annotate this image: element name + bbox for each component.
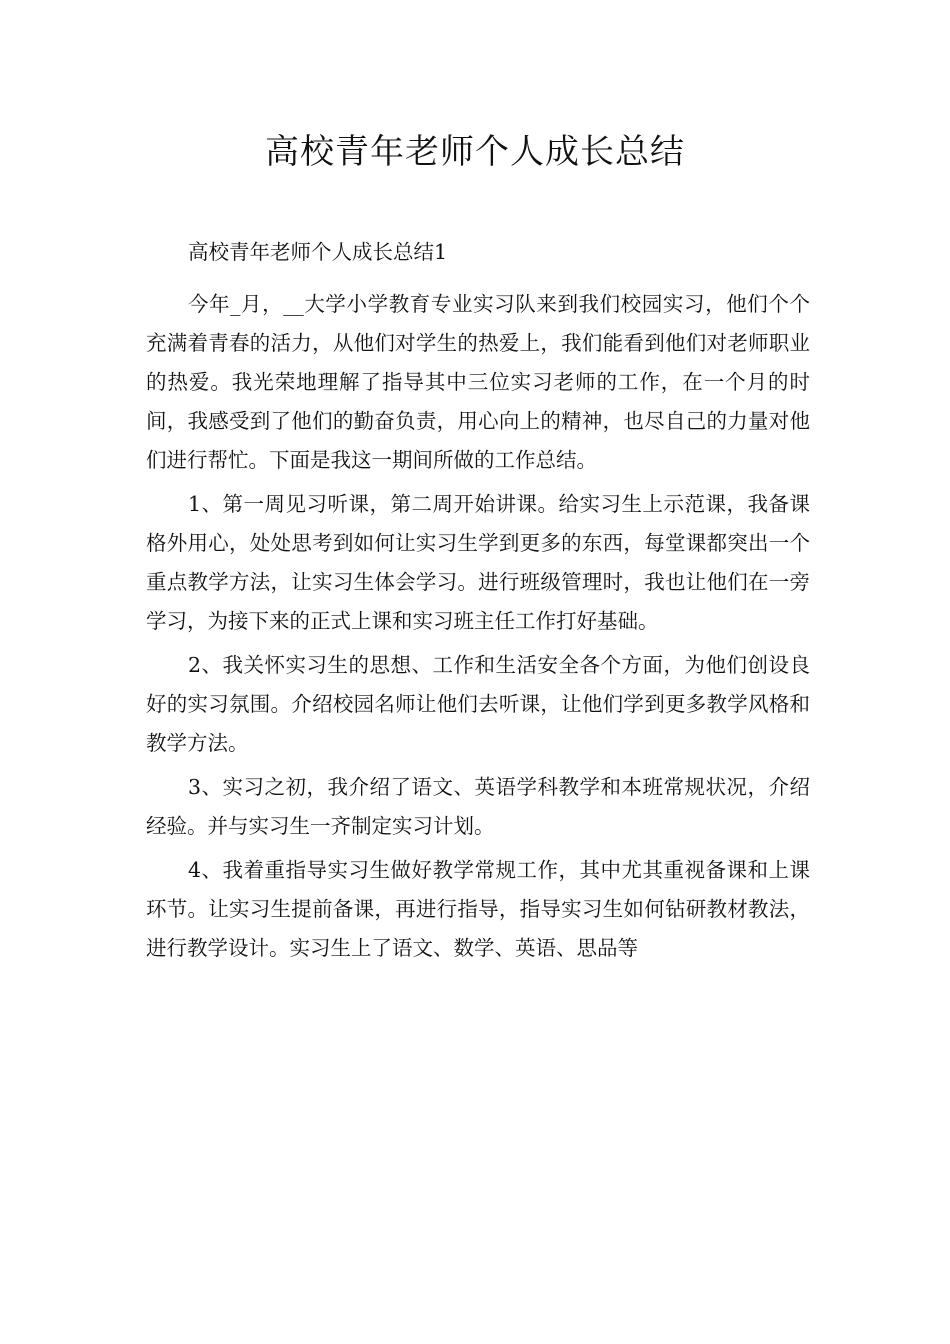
paragraph-intro: 今年_月，__大学小学教育专业实习队来到我们校园实习，他们个个充满着青春的活力，从他们对学生的热爱上，我们能看到他们对老师职业的热爱。我光荣地理解了指导其中三位实习老师的工作，在一个月的时间，我感受到了他们的勤奋负责，用心向上的精神，也尽自己的力量对他们进行帮忙。下面是我这一期间所做的工作总结。 xyxy=(146,292,810,472)
paragraph-item-2: 2、我关怀实习生的思想、工作和生活安全各个方面，为他们创设良好的实习氛围。介绍校园名师让他们去听课，让他们学到更多教学风格和教学方法。 xyxy=(146,653,810,755)
document-title: 高校青年老师个人成长总结 xyxy=(265,132,685,172)
section-heading: 高校青年老师个人成长总结1 xyxy=(188,240,448,264)
paragraph-item-3: 3、实习之初，我介绍了语文、英语学科教学和本班常规状况，介绍经验。并与实习生一齐制定实习计划。 xyxy=(146,775,810,838)
paragraph-item-4: 4、我着重指导实习生做好教学常规工作，其中尤其重视备课和上课环节。让实习生提前备课，再进行指导，指导实习生如何钻研教材教法，进行教学设计。实习生上了语文、数学、英语、思品等 xyxy=(146,858,810,960)
paragraph-item-1: 1、第一周见习听课，第二周开始讲课。给实习生上示范课，我备课格外用心，处处思考到如何让实习生学到更多的东西，每堂课都突出一个重点教学方法，让实习生体会学习。进行班级管理时，我也让他们在一旁学习，为接下来的正式上课和实习班主任工作打好基础。 xyxy=(146,492,810,633)
document-body xyxy=(146,233,810,973)
